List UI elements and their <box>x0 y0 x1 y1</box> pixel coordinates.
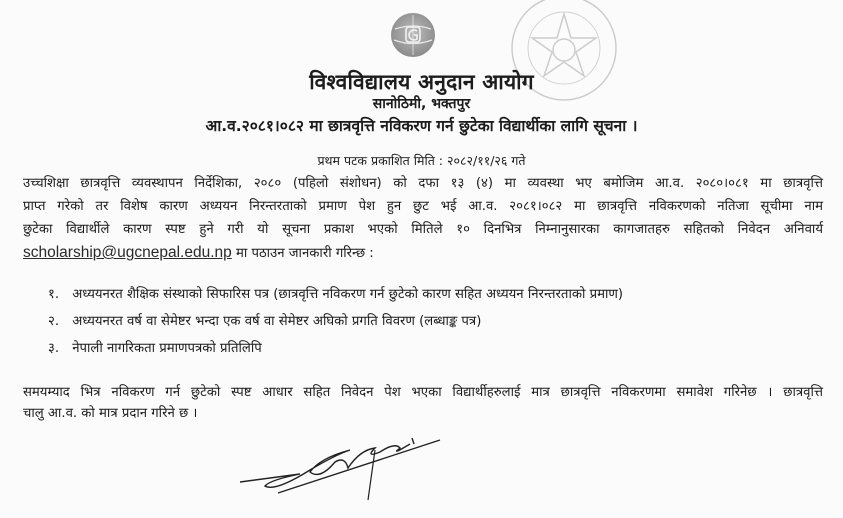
body-paragraph-2 <box>23 382 823 424</box>
list-item <box>48 335 623 362</box>
paragraph-line: चालु आ.व. को मात्र प्रदान गरिने छ । <box>23 406 198 421</box>
list-number: ३. <box>48 341 60 356</box>
list-item <box>48 308 623 335</box>
org-address: सानोठिमी, भक्तपुर <box>372 96 471 112</box>
list-text: अध्ययनरत वर्ष वा सेमेष्टर भन्दा एक वर्ष वा सेमेष्टर अघिको प्रगति विवरण (लब्धाङ्क पत्र) <box>72 314 482 329</box>
paragraph-line: उच्चशिक्षा छात्रवृत्ति व्यवस्थापन निर्देशिका, २०८० (पहिलो संशोधन) को दफा १३ (४) मा व्यवस्था भए बमोजिम आ.व. २०८०।०८१ मा छात्रवृत्ति <box>23 176 823 191</box>
paragraph-line: छुटेका विद्यार्थीले कारण स्पष्ट हुने गरी यो सूचना प्रकाश भएको मितिले १० दिनभित्र निम्नानुसारका कागजातहरु सहितको निवेदन अनिवार्य <box>23 222 823 237</box>
email-suffix: मा पठाउन जानकारी गरिन्छ : <box>231 246 374 261</box>
email-link[interactable]: scholarship@ugcnepal.edu.np <box>23 244 232 261</box>
paragraph-line <box>23 241 823 265</box>
list-item <box>48 281 623 308</box>
paragraph-line: समयम्याद भित्र नविकरण गर्न छुटेको स्पष्ट आधार सहित निवेदन पेश भएका विद्यार्थीहरुलाई मात्र छात्रवृत्ति नविकरणमा समावेश गरिनेछ । छात्रवृत्ति <box>23 385 823 400</box>
notice-title: आ.व.२०८१।०८२ मा छात्रवृत्ति नविकरण गर्न छुटेका विद्यार्थीका लागि सूचना । <box>205 117 638 135</box>
paragraph-line: प्राप्त गरेको तर विशेष कारण अध्ययन निरन्तरताको प्रमाण पेश हुन छुट भई आ.व. २०८१।०८२ मा छात्रवृत्ति नविकरणको नतिजा सूचीमा नाम <box>23 199 823 214</box>
org-name: विश्वविद्यालय अनुदान आयोग <box>309 70 534 94</box>
publication-date: प्रथम पटक प्रकाशित मिति : २०८२/११/२६ गते <box>317 153 526 168</box>
list-number: २. <box>48 314 60 329</box>
signature-icon <box>240 430 490 514</box>
required-documents-list <box>48 281 623 362</box>
list-text: अध्ययनरत शैक्षिक संस्थाको सिफारिस पत्र (छात्रवृत्ति नविकरण गर्न छुटेको कारण सहित अध्ययन निरन्तरताको प्रमाण) <box>72 287 624 302</box>
list-number: १. <box>48 287 60 302</box>
ugc-logo-icon <box>391 13 435 57</box>
list-text: नेपाली नागरिकता प्रमाणपत्रको प्रतिलिपि <box>72 341 262 356</box>
body-paragraph-1 <box>23 172 823 265</box>
